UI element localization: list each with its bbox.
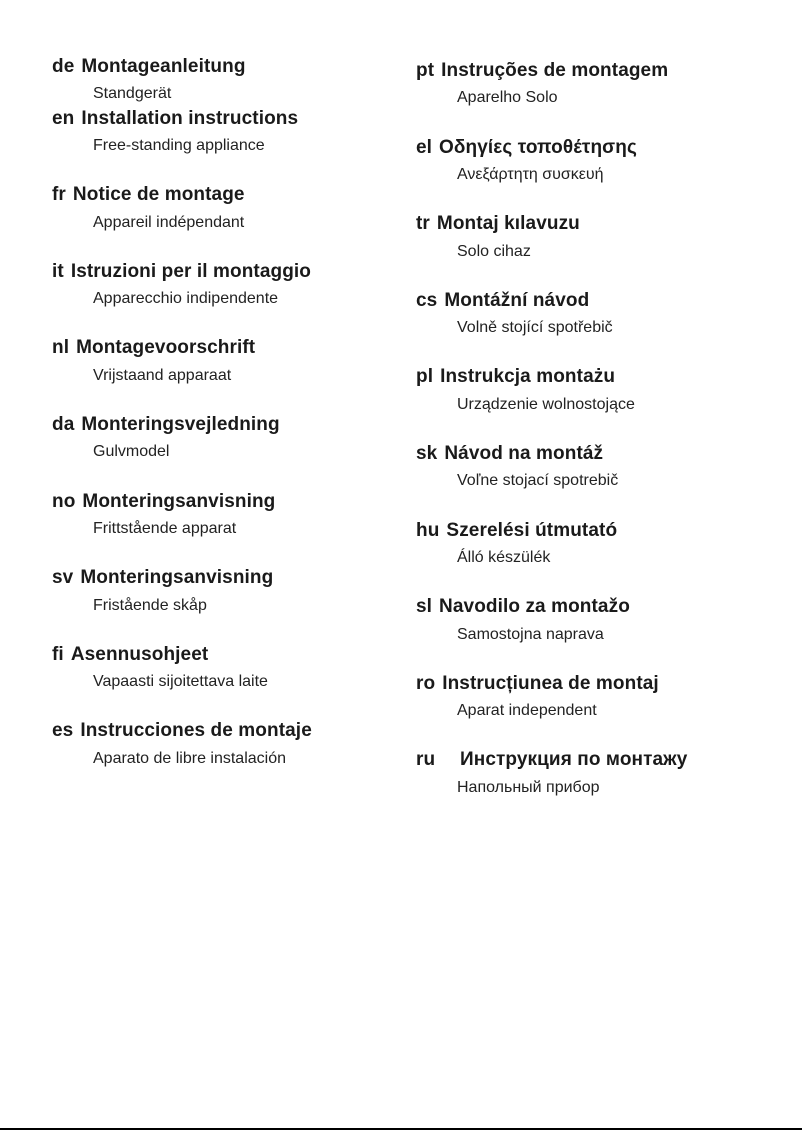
language-code: sl	[416, 596, 433, 618]
entry-subtitle: Gulvmodel	[93, 443, 170, 461]
entry-title: Инструкция по монтажу	[460, 749, 688, 771]
entry-subtitle: Ανεξάρτητη συσκευή	[457, 166, 604, 183]
entry-subtitle: Aparelho Solo	[457, 89, 558, 107]
entry-title: Notice de montage	[72, 184, 245, 206]
entry-title: Montagevoorschrift	[76, 337, 256, 359]
language-code: es	[52, 720, 74, 742]
entry-title: Monteringsvejledning	[81, 413, 280, 435]
language-entry-pl	[416, 366, 762, 414]
language-entry-it	[52, 261, 416, 309]
entry-subtitle: Álló készülék	[457, 548, 551, 566]
language-entry-de	[52, 56, 416, 104]
entry-title-line	[416, 366, 762, 388]
entry-title-line	[52, 567, 416, 589]
language-code: ro	[416, 672, 436, 694]
entry-subtitle: Samostojna naprava	[457, 625, 604, 643]
entry-subtitle: Apparecchio indipendente	[93, 290, 279, 308]
entry-title-line	[52, 644, 416, 666]
entry-title-line	[416, 290, 762, 312]
entry-title: Montaj kılavuzu	[436, 213, 580, 235]
entry-subtitle: Напольный прибор	[457, 778, 600, 796]
entry-title-line	[52, 337, 416, 359]
language-entry-el	[416, 137, 762, 185]
entry-subtitle: Volně stojící spotřebič	[457, 319, 613, 337]
entry-title: Szerelési útmutató	[446, 519, 618, 541]
entry-title-line	[52, 56, 416, 78]
entry-subtitle: Standgerät	[93, 85, 172, 103]
entry-subtitle: Aparat independent	[457, 702, 597, 720]
entry-title-line	[416, 137, 762, 159]
entry-title: Istruzioni per il montaggio	[70, 260, 312, 282]
language-entry-sk	[416, 443, 762, 491]
language-code: it	[52, 260, 64, 282]
entry-title: Instrucciones de montaje	[80, 720, 312, 742]
entry-title-line	[52, 261, 416, 283]
entry-subtitle: Vrijstaand apparaat	[93, 366, 232, 384]
language-code: fi	[52, 643, 64, 665]
language-entry-es	[52, 720, 416, 768]
language-entry-sl	[416, 596, 762, 644]
entry-title-line	[416, 60, 762, 82]
entry-title: Installation instructions	[81, 107, 299, 129]
entry-title: Instruções de montagem	[441, 60, 669, 81]
entry-title-line	[416, 213, 762, 235]
entry-subtitle: Frittstående apparat	[93, 519, 237, 537]
entry-title: Asennusohjeet	[70, 643, 209, 665]
language-entry-pt	[416, 60, 762, 108]
language-code: pt	[416, 60, 435, 81]
left-column	[52, 56, 416, 797]
entry-title-line	[416, 443, 762, 465]
entry-title: Montážní návod	[444, 289, 590, 311]
language-code: nl	[52, 337, 70, 359]
entry-title: Navodilo za montažo	[439, 596, 630, 618]
entry-title-line	[52, 414, 416, 436]
language-code: fr	[52, 184, 66, 206]
entry-title-line	[52, 108, 416, 130]
bottom-divider	[0, 1128, 802, 1130]
right-column	[416, 56, 762, 826]
entry-title-line	[416, 749, 762, 771]
language-entry-no	[52, 491, 416, 539]
entry-title-line	[416, 673, 762, 695]
entry-title-line	[416, 596, 762, 618]
language-entry-hu	[416, 520, 762, 568]
entry-subtitle: Urządzenie wolnostojące	[457, 395, 635, 413]
language-entry-fi	[52, 644, 416, 692]
language-code: ru	[416, 749, 436, 771]
entry-title-line	[52, 491, 416, 513]
entry-subtitle: Fristående skåp	[93, 596, 207, 614]
language-code: no	[52, 490, 76, 512]
language-code: hu	[416, 519, 440, 541]
entry-title: Monteringsanvisning	[80, 567, 274, 589]
language-code: tr	[416, 213, 430, 235]
entry-subtitle: Voľne stojací spotrebič	[457, 472, 619, 490]
language-code: pl	[416, 366, 434, 388]
language-code: sv	[52, 567, 74, 589]
language-entry-sv	[52, 567, 416, 615]
entry-subtitle: Aparato de libre instalación	[93, 749, 287, 767]
entry-title-line	[52, 184, 416, 206]
language-entry-fr	[52, 184, 416, 232]
entry-subtitle: Free-standing appliance	[93, 137, 265, 154]
entry-title-line	[52, 720, 416, 742]
language-code: en	[52, 107, 75, 129]
entry-title-line	[416, 520, 762, 542]
language-entry-nl	[52, 337, 416, 385]
language-code: cs	[416, 289, 438, 311]
entry-title: Montageanleitung	[81, 56, 246, 77]
entry-title: Οδηγίες τοποθέτησης	[439, 136, 637, 158]
language-entry-da	[52, 414, 416, 462]
language-code: de	[52, 56, 75, 77]
entry-title: Monteringsanvisning	[82, 490, 276, 512]
entry-title: Návod na montáž	[444, 442, 604, 464]
entry-subtitle: Vapaasti sijoitettava laite	[93, 673, 268, 691]
language-entry-cs	[416, 290, 762, 338]
entry-title: Instrukcja montażu	[440, 366, 616, 388]
language-entry-en	[52, 108, 416, 156]
entry-subtitle: Appareil indépendant	[93, 213, 245, 231]
language-entry-ro	[416, 673, 762, 721]
language-code: el	[416, 136, 433, 158]
entry-title: Instrucțiunea de montaj	[442, 672, 659, 694]
language-entry-tr	[416, 213, 762, 261]
language-entry-ru	[416, 749, 762, 797]
entry-subtitle: Solo cihaz	[457, 242, 531, 260]
language-code: da	[52, 413, 75, 435]
language-columns	[52, 56, 762, 826]
language-code: sk	[416, 442, 438, 464]
